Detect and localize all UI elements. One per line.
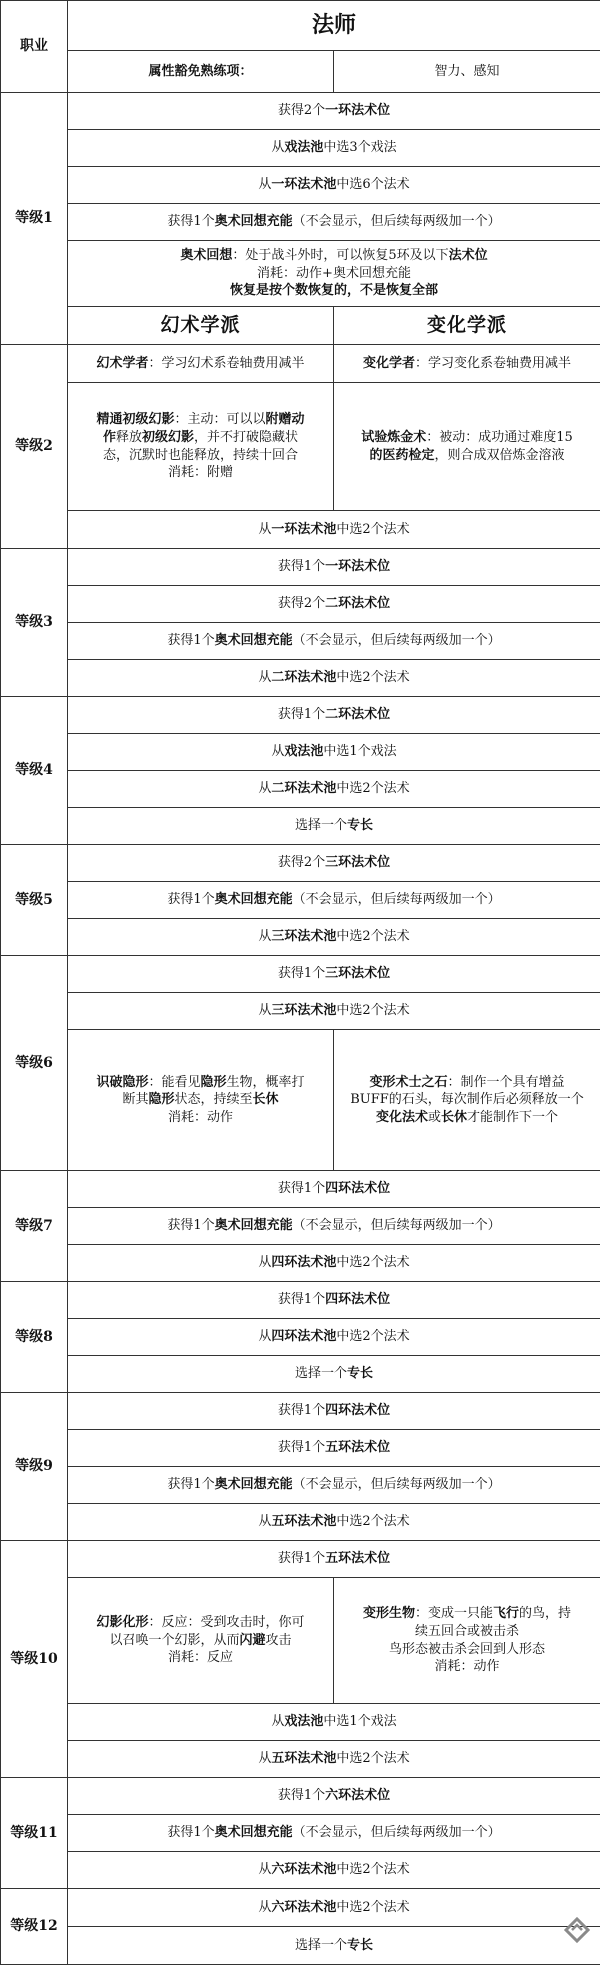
level-row: 获得1个五环法术位 xyxy=(68,1430,600,1467)
page-title: 法师 xyxy=(68,1,600,51)
level-label: 等级9 xyxy=(1,1393,68,1541)
level-row: 获得1个奥术回想充能（不会显示，但后续每两级加一个） xyxy=(68,204,600,241)
feature-description: 奥术回想：处于战斗外时，可以恢复5环及以下法术位 消耗：动作+奥术回想充能 恢复是按个数恢复的，不是恢复全部 xyxy=(68,241,600,307)
level-label: 等级4 xyxy=(1,697,68,845)
header-class-label: 职业 xyxy=(1,1,68,93)
illusion-feature: 精通初级幻影：主动：可以以附赠动 作释放初级幻影，并不打破隐藏状 态，沉默时也能释放，持续十回合 消耗：附赠 xyxy=(68,383,334,511)
level-row: 从二环法术池中选2个法术 xyxy=(68,771,600,808)
level-row: 获得1个一环法术位 xyxy=(68,549,600,586)
level-row: 获得1个奥术回想充能（不会显示，但后续每两级加一个） xyxy=(68,623,600,660)
level-row: 获得1个奥术回想充能（不会显示，但后续每两级加一个） xyxy=(68,1467,600,1504)
level-row: 从六环法术池中选2个法术 xyxy=(68,1889,600,1927)
watermark-logo xyxy=(560,1913,594,1947)
level-row: 获得2个三环法术位 xyxy=(68,845,600,882)
attribute-value: 智力、感知 xyxy=(334,51,600,93)
school-transmutation-header: 变化学派 xyxy=(334,307,600,345)
level-row: 获得1个二环法术位 xyxy=(68,697,600,734)
level-label: 等级8 xyxy=(1,1282,68,1393)
level-row: 从戏法池中选1个戏法 xyxy=(68,734,600,771)
level-label: 等级2 xyxy=(1,345,68,549)
transmutation-feature: 变形术士之石：制作一个具有增益 BUFF的石头，每次制作后必须释放一个 变化法术或长休才能制作下一个 xyxy=(334,1030,600,1171)
attribute-label: 属性豁免熟练项： xyxy=(68,51,334,93)
illusion-feature: 幻影化形：反应：受到攻击时，你可 以召唤一个幻影，从而闪避攻击 消耗：反应 xyxy=(68,1578,334,1704)
level-label: 等级11 xyxy=(1,1778,68,1889)
level-row: 获得1个奥术回想充能（不会显示，但后续每两级加一个） xyxy=(68,882,600,919)
level-row: 获得1个奥术回想充能（不会显示，但后续每两级加一个） xyxy=(68,1815,600,1852)
watermark-icon xyxy=(560,1913,594,1947)
level-row: 从四环法术池中选2个法术 xyxy=(68,1319,600,1356)
level-row: 获得2个二环法术位 xyxy=(68,586,600,623)
transmutation-feature: 试验炼金术：被动：成功通过难度15 的医药检定，则合成双倍炼金溶液 xyxy=(334,383,600,511)
level-row: 选择一个专长 xyxy=(68,1927,600,1965)
level-row: 选择一个专长 xyxy=(68,1356,600,1393)
level-row: 从三环法术池中选2个法术 xyxy=(68,993,600,1030)
level-row: 从四环法术池中选2个法术 xyxy=(68,1245,600,1282)
level-row: 获得1个奥术回想充能（不会显示，但后续每两级加一个） xyxy=(68,1208,600,1245)
level-label: 等级10 xyxy=(1,1541,68,1778)
level-label: 等级1 xyxy=(1,93,68,345)
level-row: 获得1个五环法术位 xyxy=(68,1541,600,1578)
level-row: 从一环法术池中选2个法术 xyxy=(68,511,600,549)
level-label: 等级6 xyxy=(1,956,68,1171)
level-label: 等级3 xyxy=(1,549,68,697)
level-row: 从五环法术池中选2个法术 xyxy=(68,1741,600,1778)
illusion-feature: 识破隐形：能看见隐形生物，概率打 断其隐形状态，持续至长休 消耗：动作 xyxy=(68,1030,334,1171)
level-row: 获得1个四环法术位 xyxy=(68,1171,600,1208)
level-row: 从六环法术池中选2个法术 xyxy=(68,1852,600,1889)
level-row: 获得1个三环法术位 xyxy=(68,956,600,993)
transmutation-feature: 变化学者：学习变化系卷轴费用减半 xyxy=(334,345,600,383)
level-label: 等级5 xyxy=(1,845,68,956)
level-row: 获得1个六环法术位 xyxy=(68,1778,600,1815)
school-illusion-header: 幻术学派 xyxy=(68,307,334,345)
transmutation-feature: 变形生物：变成一只能飞行的鸟，持 续五回合或被击杀 鸟形态被击杀会回到人形态 消耗：动作 xyxy=(334,1578,600,1704)
level-row: 获得2个一环法术位 xyxy=(68,93,600,130)
level-row: 从五环法术池中选2个法术 xyxy=(68,1504,600,1541)
illusion-feature: 幻术学者：学习幻术系卷轴费用减半 xyxy=(68,345,334,383)
level-row: 获得1个四环法术位 xyxy=(68,1393,600,1430)
level-row: 从一环法术池中选6个法术 xyxy=(68,167,600,204)
level-row: 获得1个四环法术位 xyxy=(68,1282,600,1319)
level-row: 从二环法术池中选2个法术 xyxy=(68,660,600,697)
level-row: 从戏法池中选3个戏法 xyxy=(68,130,600,167)
level-row: 从三环法术池中选2个法术 xyxy=(68,919,600,956)
level-label: 等级7 xyxy=(1,1171,68,1282)
level-row: 从戏法池中选1个戏法 xyxy=(68,1704,600,1741)
level-label: 等级12 xyxy=(1,1889,68,1965)
level-row: 选择一个专长 xyxy=(68,808,600,845)
